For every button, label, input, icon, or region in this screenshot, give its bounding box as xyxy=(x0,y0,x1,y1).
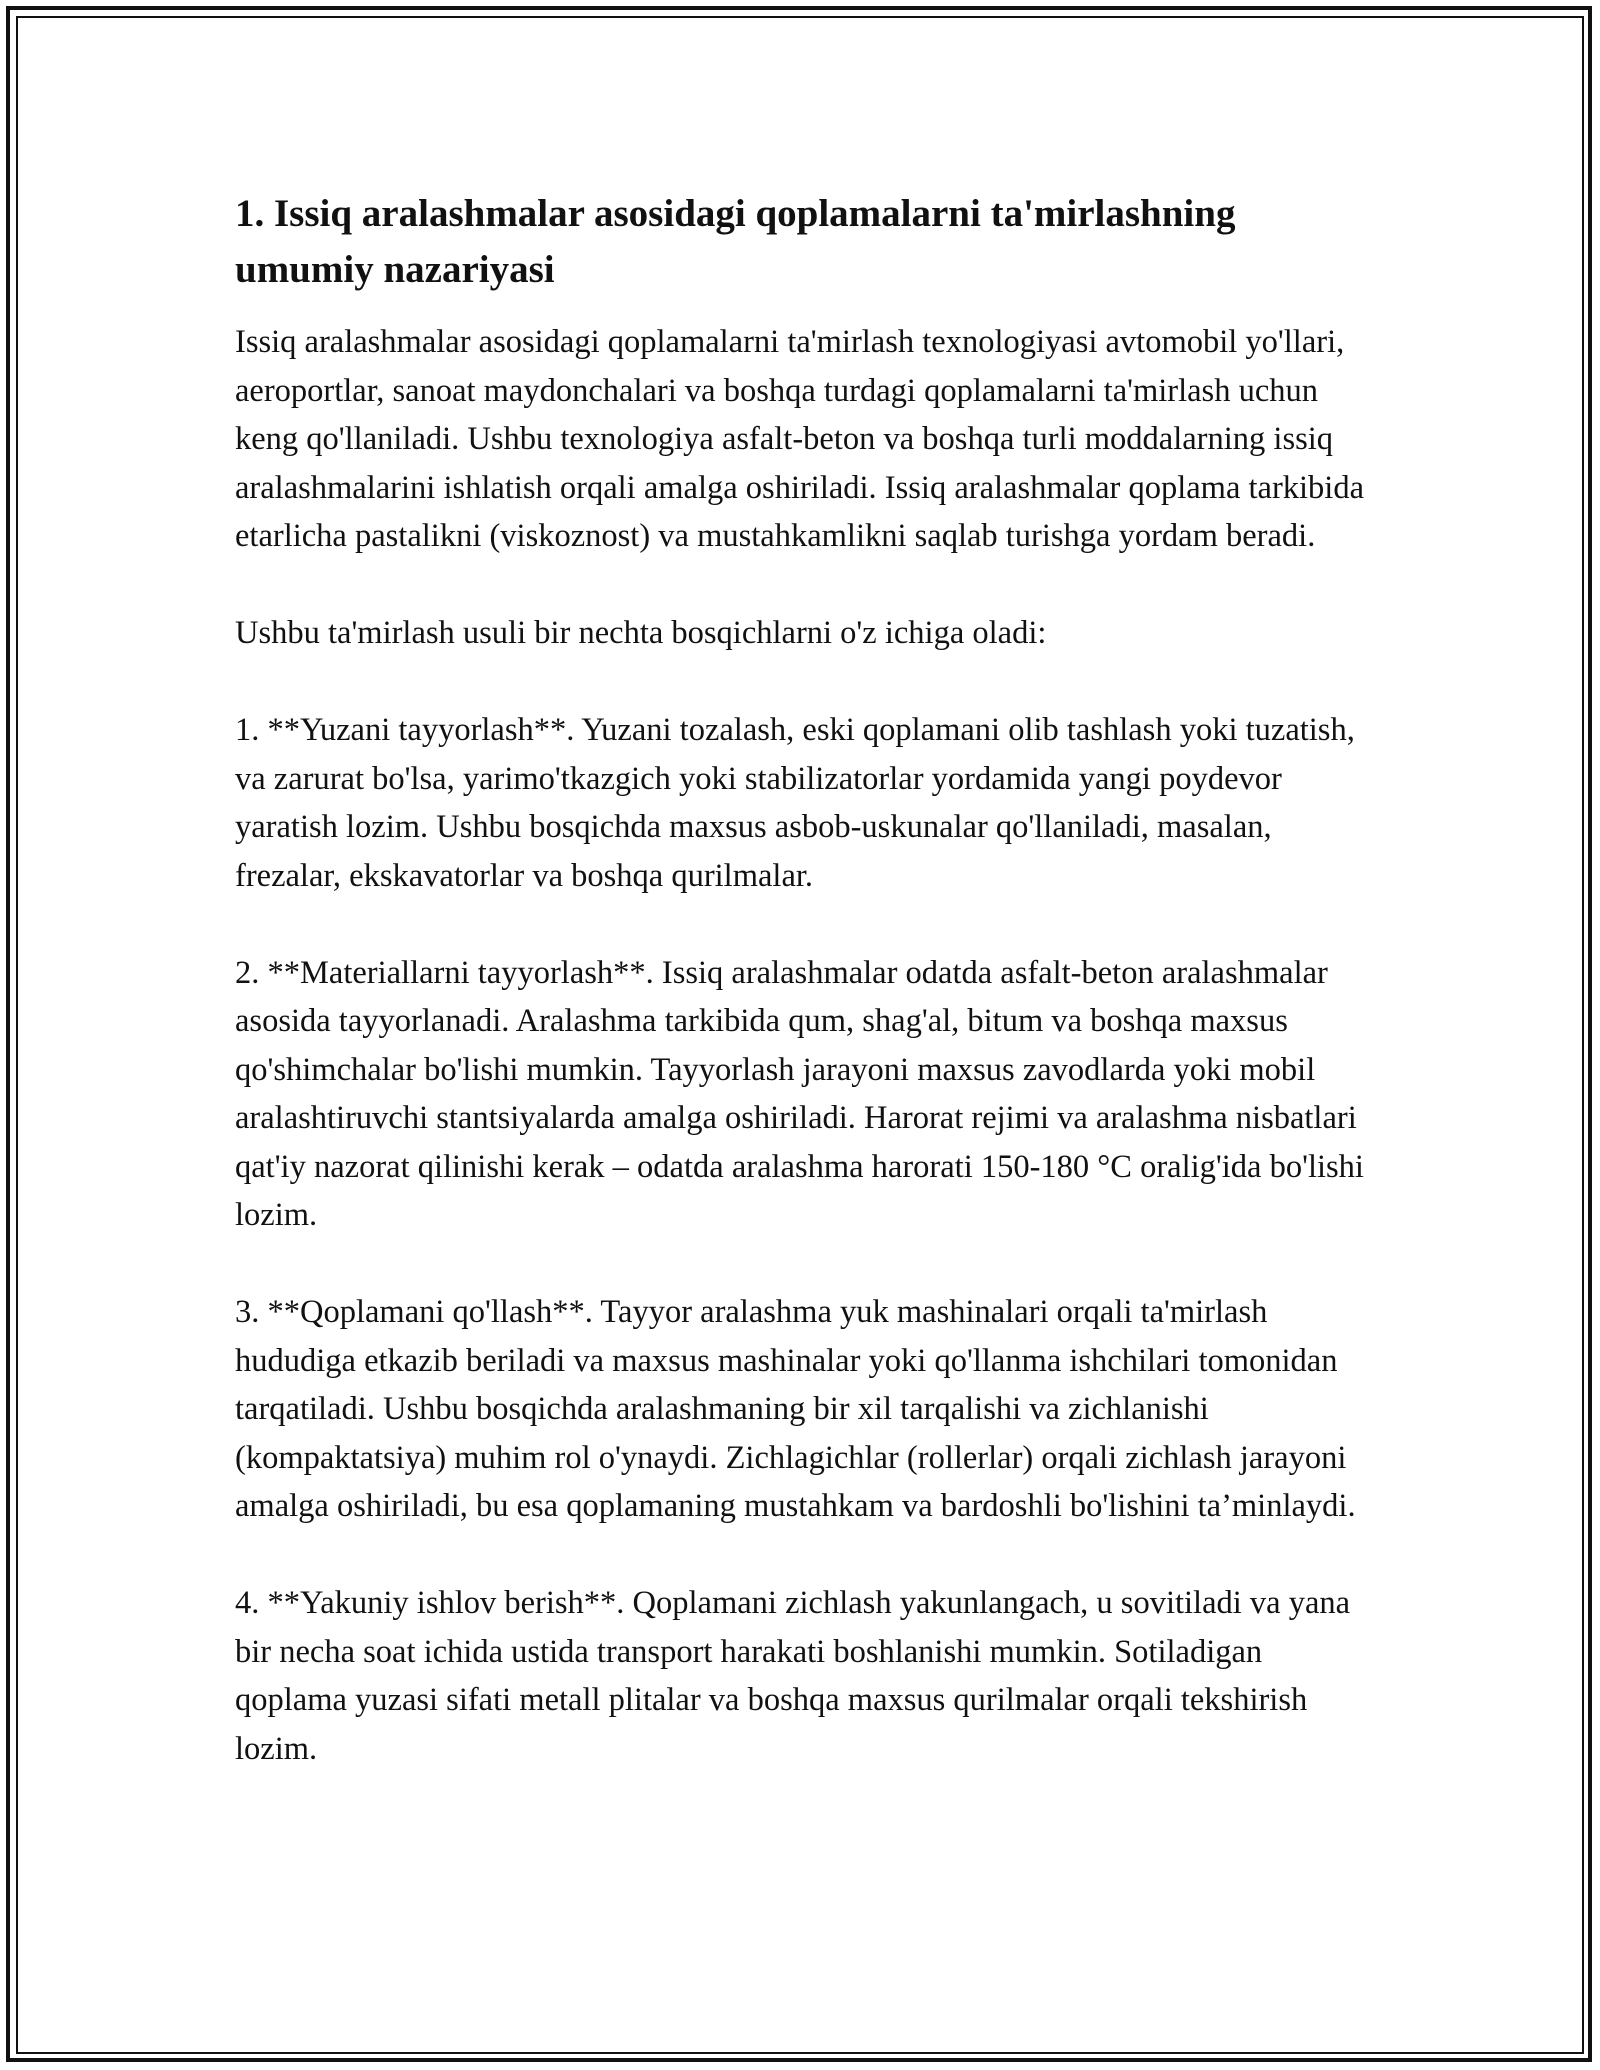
step-4-paragraph: 4. **Yakuniy ishlov berish**. Qoplamani zichlash yakunlangach, u sovitiladi va yana bir necha soat ichida ustida transport harakati boshlanishi mumkin. Sotiladigan qoplama yuzasi sifati metall plitalar va boshqa maxsus qurilmalar orqali tekshirish lozim. xyxy=(235,1585,1351,1767)
step-1-paragraph: 1. **Yuzani tayyorlash**. Yuzani tozalash, eski qoplamani olib tashlash yoki tuzatish, va zarurat bo'lsa, yarimo'tkazgich yoki stabilizatorlar yordamida yangi poydevor yaratish lozim. Ushbu bosqichda maxsus asbob-uskunalar qo'llaniladi, masalan, frezalar, ekskavatorlar va boshqa qurilmalar. xyxy=(235,712,1355,894)
step-2-paragraph: 2. **Materiallarni tayyorlash**. Issiq aralashmalar odatda asfalt-beton aralashmalar asosida tayyorlanadi. Aralashma tarkibida qum, shag'al, bitum va boshqa maxsus qo'shimchalar bo'lishi mumkin. Tayyorlash jarayoni maxsus zavodlarda yoki mobil aralashtiruvchi stantsiyalarda amalga oshiriladi. Harorat rejimi va aralashma nisbatlari qat'iy nazorat qilinishi kerak – odatda aralashma harorati 150-180 °C oralig'ida bo'lishi lozim. xyxy=(235,954,1364,1233)
intro-paragraph: Issiq aralashmalar asosidagi qoplamalarni ta'mirlash texnologiyasi avtomobil yo'llari, aeroportlar, sanoat maydonchalari va boshqa turdagi qoplamalarni ta'mirlash uchun keng qo'llaniladi. Ushbu texnologiya asfalt-beton va boshqa turli moddalarning issiq aralashmalarini ishlatish orqali amalga oshiriladi. Issiq aralashmalar qoplama tarkibida etarlicha pastalikni (viskoznost) va mustahkamlikni saqlab turishga yordam beradi. xyxy=(235,324,1365,554)
step-3-paragraph: 3. **Qoplamani qo'llash**. Tayyor aralashma yuk mashinalari orqali ta'mirlash hududiga etkazib beriladi va maxsus mashinalar yoki qo'llanma ishchilari tomonidan tarqatiladi. Ushbu bosqichda aralashmaning bir xil tarqalishi va zichlanishi (kompaktatsiya) muhim rol o'ynaydi. Zichlagichlar (rollerlar) orqali zichlash jarayoni amalga oshiriladi, bu esa qoplamaning mustahkam va bardoshli bo'lishini ta’minlaydi. xyxy=(235,1294,1356,1524)
steps-intro-paragraph: Ushbu ta'mirlash usuli bir nechta bosqichlarni o'z ichiga oladi: xyxy=(235,615,1047,651)
document-body xyxy=(235,186,1375,1822)
document-title: 1. Issiq aralashmalar asosidagi qoplamalarni ta'mirlashning umumiy nazariyasi xyxy=(235,192,1236,291)
